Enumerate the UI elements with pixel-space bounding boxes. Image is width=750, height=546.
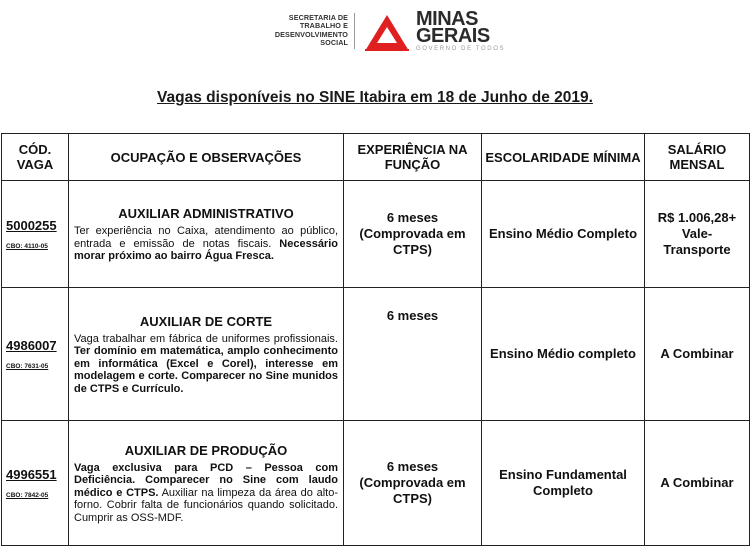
vacancy-code-cell: [2, 421, 69, 546]
header: [250, 10, 520, 56]
table-header-row: [2, 134, 750, 181]
occupation-title: AUXILIAR DE PRODUÇÃO: [124, 442, 288, 458]
vacancy-code: 4986007: [6, 338, 57, 353]
job-vacancies-table: [1, 133, 750, 546]
experience-cell: 6 meses (Comprovada em CTPS): [344, 181, 482, 288]
header-code: CÓD. VAGA: [2, 134, 69, 181]
occupation-description: [74, 333, 338, 396]
description-emphasis: Necessário morar próximo ao bairro Água Fresca.: [74, 237, 338, 263]
salary-cell: A Combinar: [645, 288, 750, 421]
experience-cell: 6 meses: [344, 288, 482, 421]
description-text: Auxiliar na limpeza da área do alto-forno. Cobrir falta de funcionários quando solicitado. Cumprir as OSS-MDF.: [74, 486, 339, 524]
vacancy-code-cell: [2, 288, 69, 421]
occupation-cell: [69, 288, 344, 421]
education-cell: Ensino Médio completo: [482, 288, 645, 421]
cbo-code: CBO: 4110-05: [6, 243, 48, 250]
table-row: [2, 181, 750, 288]
occupation-title: AUXILIAR ADMINISTRATIVO: [118, 206, 294, 222]
page-title: Vagas disponíveis no SINE Itabira em 18 de Junho de 2019.: [157, 89, 593, 106]
occupation-cell: [69, 181, 344, 288]
header-salary: SALÁRIO MENSAL: [645, 134, 750, 181]
logo-divider: [354, 13, 355, 49]
vacancy-code: 4996551: [6, 467, 57, 482]
occupation-cell: [69, 421, 344, 546]
salary-cell: R$ 1.006,28+ Vale-Transporte: [645, 181, 750, 288]
secretaria-line: SECRETARIA DE: [288, 13, 348, 22]
brand-line-1: MINAS: [416, 8, 478, 30]
education-cell: Ensino Médio Completo: [482, 181, 645, 288]
description-text: Ter experiência no Caixa, atendimento ao público, entrada e emissão de notas fiscais.: [74, 225, 338, 250]
secretaria-line: TRABALHO E: [299, 21, 348, 31]
secretaria-name: [250, 14, 348, 48]
vacancy-code-cell: [2, 181, 69, 288]
header-experience: EXPERIÊNCIA NA FUNÇÃO: [344, 134, 482, 181]
occupation-description: [74, 225, 338, 263]
brand-wordmark: [416, 8, 506, 52]
vacancy-code: 5000255: [6, 218, 57, 233]
brand-subtitle: GOVERNO DE TODOS: [416, 46, 506, 52]
description-emphasis: Vaga exclusiva para PCD – Pessoa com Deficiência. Comparecer no Sine com laudo médico e CTPS.: [74, 461, 338, 499]
occupation-description: [74, 462, 338, 525]
mountain-logo-icon: [363, 13, 411, 53]
secretaria-line: SOCIAL: [320, 38, 348, 48]
description-text: Vaga trabalhar em fábrica de uniformes profissionais.: [74, 332, 338, 345]
brand-line-2: GERAIS: [416, 25, 490, 47]
secretaria-line: DESENVOLVIMENTO: [274, 29, 348, 39]
header-education: ESCOLARIDADE MÍNIMA: [482, 134, 645, 181]
occupation-title: AUXILIAR DE CORTE: [139, 313, 273, 329]
education-cell: Ensino Fundamental Completo: [482, 421, 645, 546]
table-row: [2, 421, 750, 546]
table-row: [2, 288, 750, 421]
header-occupation: OCUPAÇÃO E OBSERVAÇÕES: [69, 134, 344, 181]
salary-cell: A Combinar: [645, 421, 750, 546]
experience-cell: 6 meses (Comprovada em CTPS): [344, 421, 482, 546]
cbo-code: CBO: 7631-05: [6, 363, 49, 370]
cbo-code: CBO: 7842-05: [6, 492, 49, 499]
description-emphasis: Ter domínio em matemática, amplo conhecimento em informática (Excel e Corel), interesse em modelagem e corte. Comparecer no Sine munidos de CTPS e Currículo.: [74, 345, 338, 395]
